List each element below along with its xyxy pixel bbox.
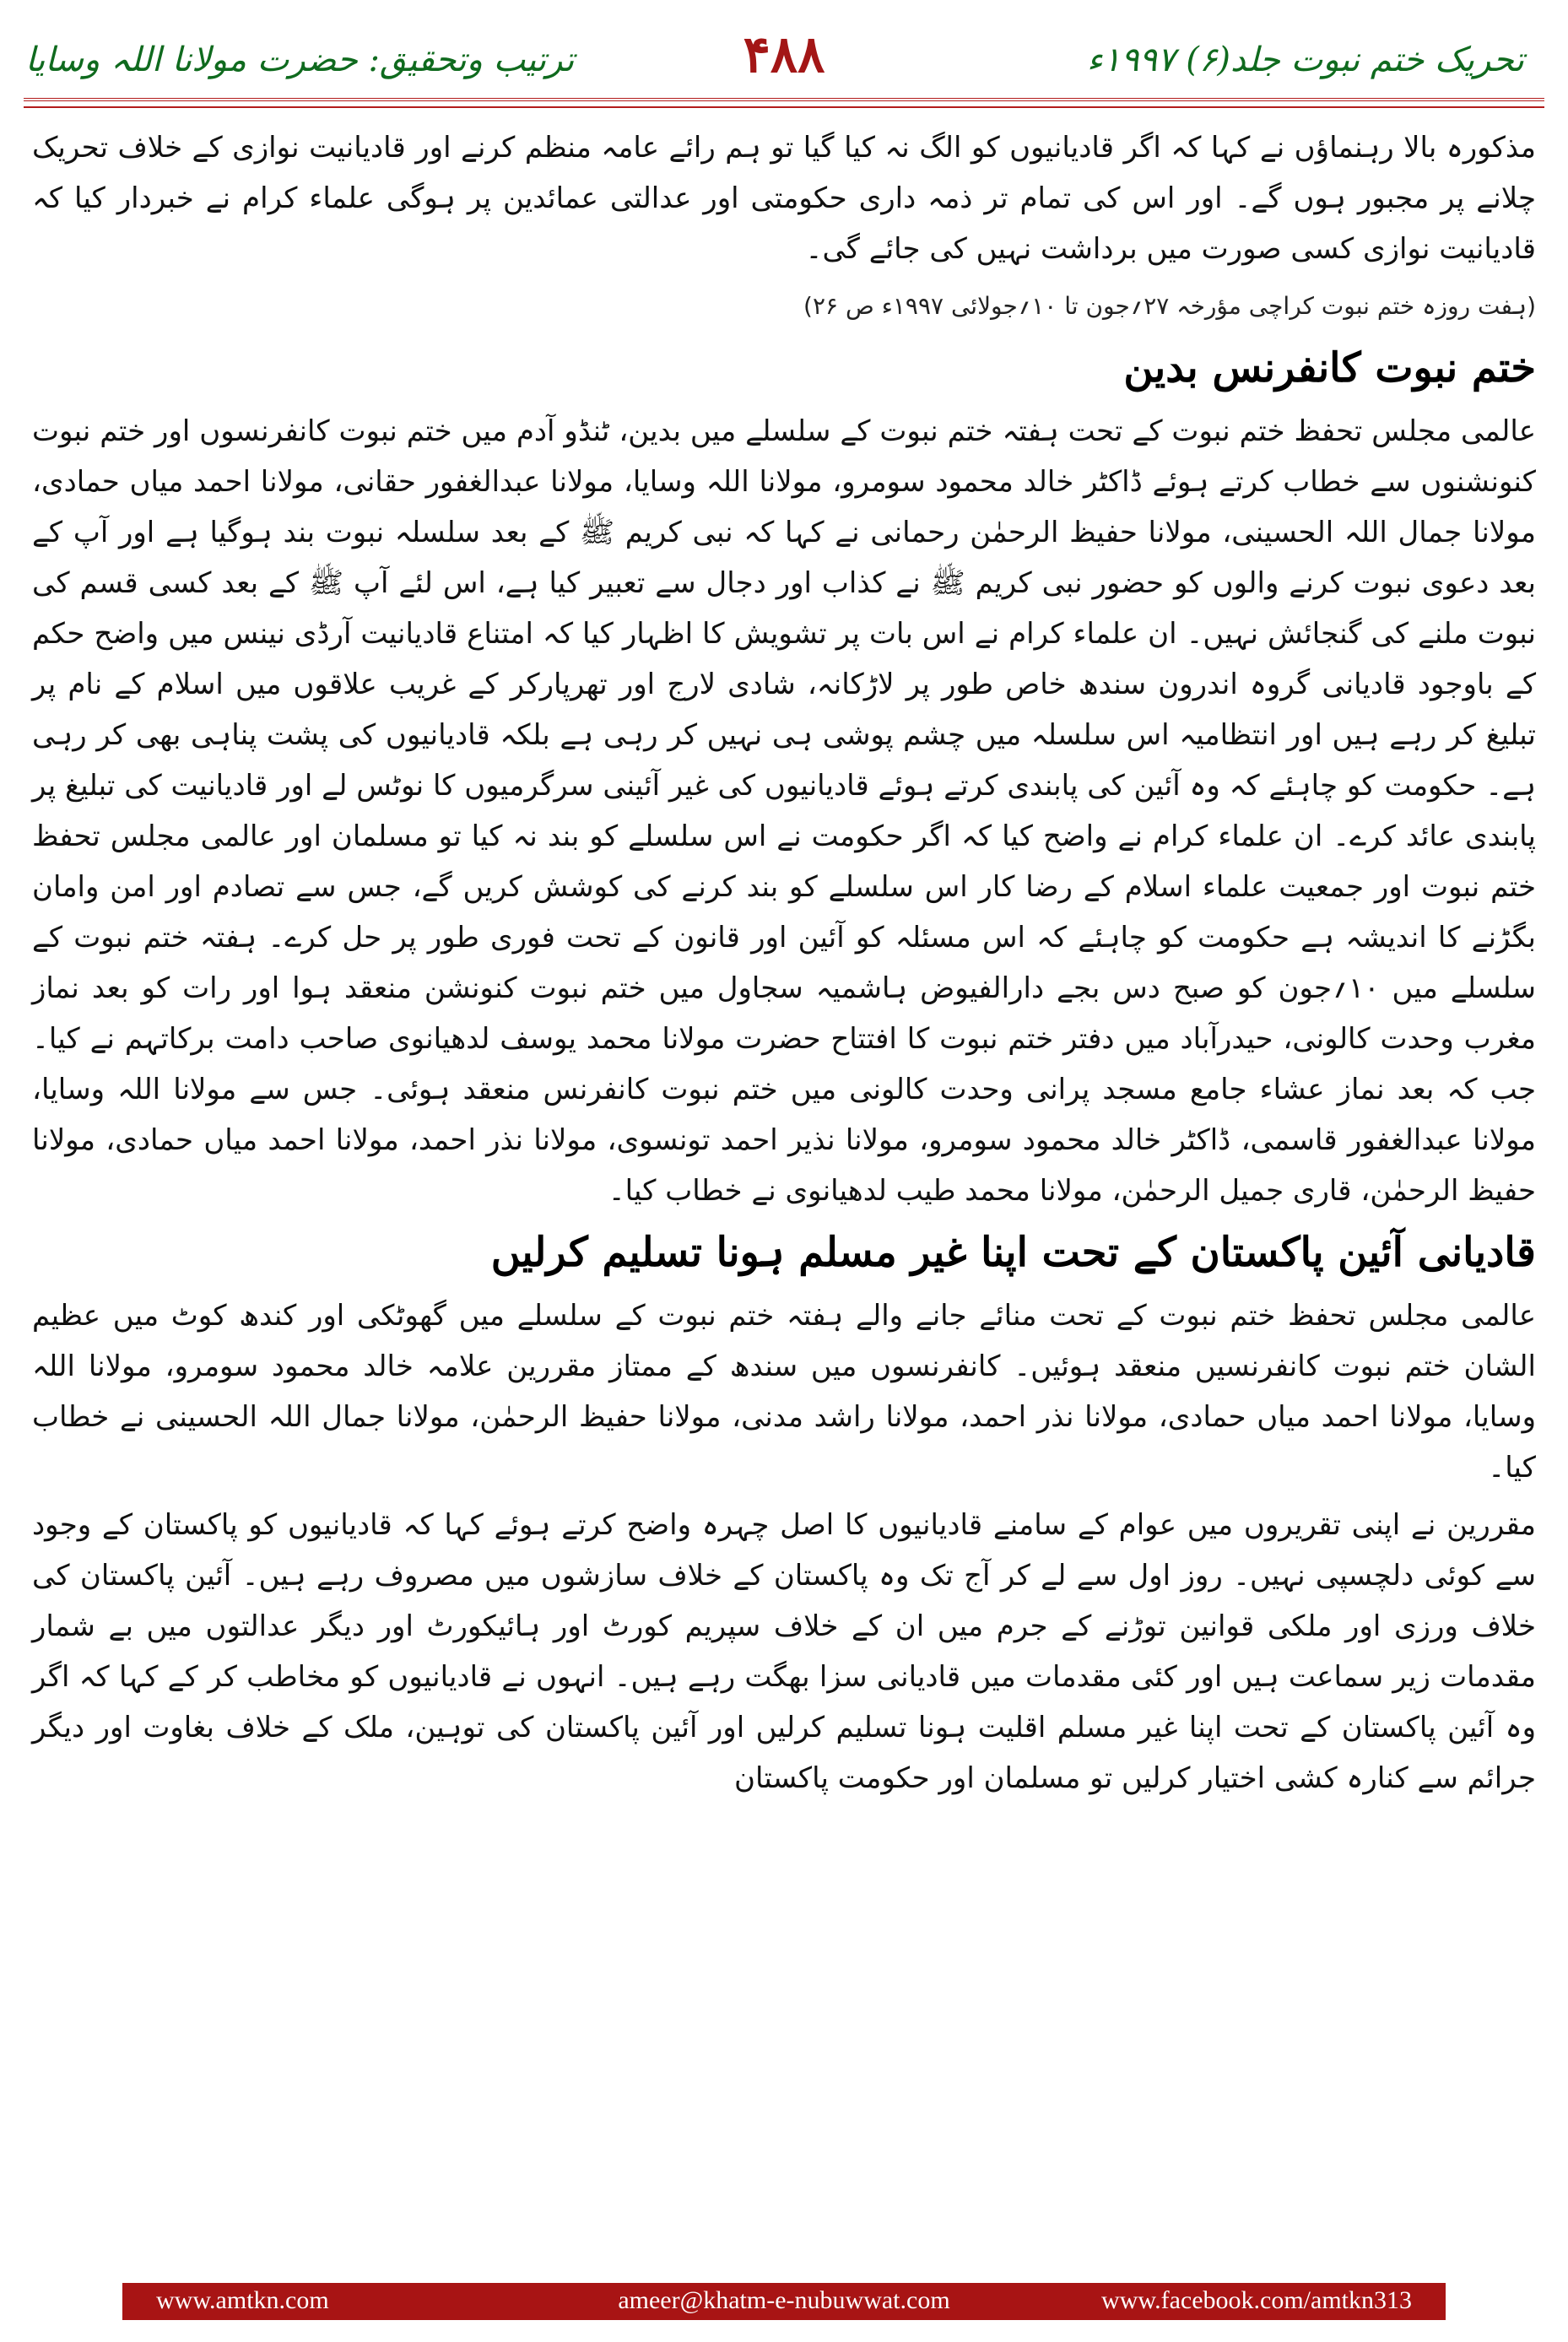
page-header (0, 0, 1568, 118)
page-body (32, 122, 1536, 2169)
paragraph: مذکورہ بالا رہنماؤں نے کہا کہ اگر قادیانیوں کو الگ نہ کیا گیا تو ہم رائے عامہ منظم کرنے اور قادیانیت نوازی کے خلاف تحریک چلانے پر مجبور ہوں گے۔ اور اس کی تمام تر ذمہ داری حکومتی اور عدالتی عمائدین پر ہوگی علماء کرام نے خبردار کیا کہ قادیانیت نوازی کسی صورت میں برداشت نہیں کی جائے گی۔ (32, 131, 1536, 266)
header-divider (24, 98, 1544, 101)
website-link[interactable]: www.amtkn.com (156, 2286, 329, 2314)
facebook-link[interactable]: www.facebook.com/amtkn313 (1101, 2286, 1412, 2314)
citation: (ہفت روزہ ختم نبوت کراچی مؤرخہ ۲۷؍جون تا ۱۰؍جولائی ۱۹۹۷ء ص ۲۶) (803, 292, 1536, 320)
section-heading: ختم نبوت کانفرنس بدین (1123, 344, 1536, 392)
header-divider-thin (24, 106, 1544, 108)
compiler-credit: ترتیب وتحقیق: حضرت مولانا اللہ وسایا (25, 41, 575, 79)
footer-bar (122, 2283, 1446, 2320)
page-number: ۴۸۸ (743, 25, 825, 84)
section-heading: قادیانی آئین پاکستان کے تحت اپنا غیر مسلم ہونا تسلیم کرلیں (490, 1229, 1536, 1276)
email-link[interactable]: ameer@khatm-e-nubuwwat.com (618, 2286, 950, 2314)
book-title: تحریک ختم نبوت جلد(۶) ۱۹۹۷ء (1086, 41, 1524, 79)
paragraph: مقررین نے اپنی تقریروں میں عوام کے سامنے قادیانیوں کا اصل چہرہ واضح کرتے ہوئے کہا کہ قادیانیوں کو پاکستان کے وجود سے کوئی دلچسپی نہیں۔ روز اول سے لے کر آج تک وہ پاکستان کے خلاف سازشوں میں مصروف رہے ہیں۔ آئین پاکستان کی خلاف ورزی اور ملکی قوانین توڑنے کے جرم میں ان کے خلاف سپریم کورٹ اور ہائیکورٹ اور دیگر عدالتوں میں بے شمار مقدمات زیر سماعت ہیں اور کئی مقدمات میں قادیانی سزا بھگت رہے ہیں۔ انہوں نے قادیانیوں کو مخاطب کر کے کہا کہ اگر وہ آئین پاکستان کے تحت اپنا غیر مسلم اقلیت ہونا تسلیم کرلیں اور آئین پاکستان کی توہین، ملک کے خلاف بغاوت اور دیگر جرائم سے کنارہ کشی اختیار کرلیں تو مسلمان اور حکومت پاکستان (32, 1508, 1536, 1795)
paragraph: عالمی مجلس تحفظ ختم نبوت کے تحت ہفتہ ختم نبوت کے سلسلے میں بدین، ٹنڈو آدم میں ختم نبوت کانفرنسوں اور ختم نبوت کنونشنوں سے خطاب کرتے ہوئے ڈاکٹر خالد محمود سومرو، مولانا اللہ وسایا، مولانا عبدالغفور حقانی، مولانا احمد میاں حمادی، مولانا جمال اللہ الحسینی، مولانا حفیظ الرحمٰن رحمانی نے کہا کہ نبی کریم ﷺ کے بعد سلسلہ نبوت بند ہوگیا ہے اور آپ کے بعد دعوی نبوت کرنے والوں کو حضور نبی کریم ﷺ نے کذاب اور دجال سے تعبیر کیا ہے، اس لئے آپ ﷺ کے بعد کسی قسم کی نبوت ملنے کی گنجائش نہیں۔ ان علماء کرام نے اس بات پر تشویش کا اظہار کیا کہ امتناع قادیانیت آرڈی نینس میں واضح حکم کے باوجود قادیانی گروہ اندرون سندھ خاص طور پر لاڑکانہ، شادی لارج اور تھرپارکر کے غریب علاقوں میں اسلام کے نام پر تبلیغ کر رہے ہیں اور انتظامیہ اس سلسلہ میں چشم پوشی ہی نہیں کر رہی ہے بلکہ قادیانیوں کی پشت پناہی بھی کر رہی ہے۔ حکومت کو چاہئے کہ وہ آئین کی پابندی کرتے ہوئے قادیانیوں کی غیر آئینی سرگرمیوں کا نوٹس لے اور قادیانیت کی تبلیغ پر پابندی عائد کرے۔ ان علماء کرام نے واضح کیا کہ اگر حکومت نے اس سلسلے کو بند نہ کیا تو مسلمان اور عالمی مجلس تحفظ ختم نبوت اور جمعیت علماء اسلام کے رضا کار اس سلسلے کو بند کرنے کی کوشش کریں گے، جس سے تصادم اور امن وامان بگڑنے کا اندیشہ ہے حکومت کو چاہئے کہ اس مسئلہ کو آئین اور قانون کے تحت فوری طور پر حل کرے۔ ہفتہ ختم نبوت کے سلسلے میں ۱۰؍جون کو صبح دس بجے دارالفیوض ہاشمیہ سجاول میں ختم نبوت کنونشن منعقد ہوا اور رات کو بعد نماز مغرب وحدت کالونی، حیدرآباد میں دفتر ختم نبوت کا افتتاح حضرت مولانا محمد یوسف لدھیانوی صاحب دامت برکاتہم نے کیا۔ جب کہ بعد نماز عشاء جامع مسجد پرانی وحدت کالونی میں ختم نبوت کانفرنس منعقد ہوئی۔ جس سے مولانا اللہ وسایا، مولانا عبدالغفور قاسمی، ڈاکٹر خالد محمود سومرو، مولانا نذیر احمد تونسوی، مولانا نذر احمد، مولانا احمد میاں حمادی، مولانا حفیظ الرحمٰن، قاری جمیل الرحمٰن، مولانا محمد طیب لدھیانوی نے خطاب کیا۔ (32, 414, 1536, 1208)
paragraph: عالمی مجلس تحفظ ختم نبوت کے تحت منائے جانے والے ہفتہ ختم نبوت کے سلسلے میں گھوٹکی اور کندھ کوٹ میں عظیم الشان ختم نبوت کانفرنسیں منعقد ہوئیں۔ کانفرنسوں میں سندھ کے ممتاز مقررین علامہ خالد محمود سومرو، مولانا اللہ وسایا، مولانا احمد میاں حمادی، مولانا نذر احمد، مولانا راشد مدنی، مولانا حفیظ الرحمٰن، مولانا جمال اللہ الحسینی نے خطاب کیا۔ (32, 1299, 1536, 1485)
